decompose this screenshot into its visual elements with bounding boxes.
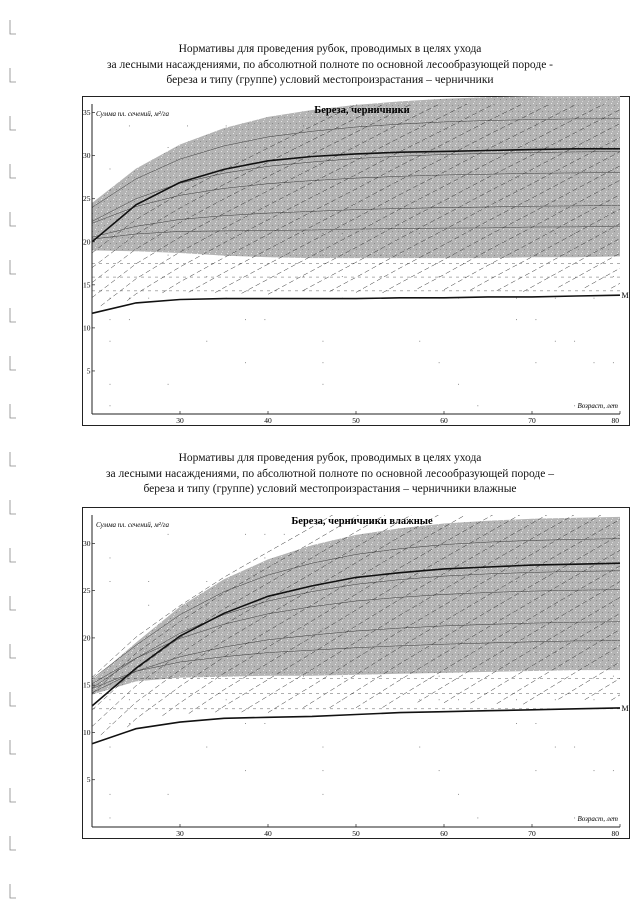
scan-dot xyxy=(381,126,382,127)
scan-dot xyxy=(342,558,343,559)
scan-dot xyxy=(419,233,420,234)
scan-dot xyxy=(594,362,595,363)
scan-dot xyxy=(477,190,478,191)
scan-dot xyxy=(323,233,324,234)
scan-dot xyxy=(574,405,575,406)
scan-dot xyxy=(110,169,111,170)
scan-dot xyxy=(594,298,595,299)
scan-dot xyxy=(477,534,478,535)
scan-dot xyxy=(110,405,111,406)
scan-dot xyxy=(516,190,517,191)
chart-title: Береза, черничники xyxy=(314,105,410,116)
scan-dot xyxy=(226,233,227,234)
scan-dot xyxy=(303,233,304,234)
binding-hole-mark xyxy=(10,164,16,178)
scan-dot xyxy=(245,319,246,320)
scan-dot xyxy=(594,699,595,700)
scan-dot xyxy=(439,605,440,606)
binding-hole-mark xyxy=(10,404,16,418)
scan-dot xyxy=(342,676,343,677)
scan-dot xyxy=(381,276,382,277)
y-tick-label: 5 xyxy=(86,366,91,376)
m-line-label: M xyxy=(621,703,629,713)
y-tick-label: 5 xyxy=(86,775,91,785)
scan-dot xyxy=(439,699,440,700)
scan-dot xyxy=(516,319,517,320)
scan-dot xyxy=(187,233,188,234)
scan-dot xyxy=(129,298,130,299)
binding-hole-mark xyxy=(10,68,16,82)
scan-dot xyxy=(110,341,111,342)
scan-dot xyxy=(439,770,440,771)
scan-dot xyxy=(516,169,517,170)
minimum-line-m xyxy=(92,708,620,744)
scan-dot xyxy=(381,169,382,170)
heading-line: береза и типу (группе) условий местопроизрастания – черничники xyxy=(166,74,494,86)
norm-band xyxy=(92,517,620,695)
scan-dot xyxy=(419,341,420,342)
scan-dot xyxy=(536,126,537,127)
scan-dot xyxy=(342,628,343,629)
scan-dot xyxy=(342,699,343,700)
x-tick-label: 80 xyxy=(611,829,619,838)
scan-dot xyxy=(264,723,265,724)
binding-hole-mark xyxy=(10,260,16,274)
scan-dot xyxy=(439,212,440,213)
scan-dot xyxy=(110,818,111,819)
scan-dot xyxy=(613,276,614,277)
y-tick-label: 20 xyxy=(83,633,91,643)
binding-hole-mark xyxy=(10,548,16,562)
scan-dot xyxy=(477,147,478,148)
binding-marks xyxy=(6,0,20,905)
scan-dot xyxy=(419,699,420,700)
binding-hole-mark xyxy=(10,116,16,130)
binding-hole-mark xyxy=(10,308,16,322)
scan-dot xyxy=(594,147,595,148)
scan-dot xyxy=(110,384,111,385)
scan-dot xyxy=(419,126,420,127)
scan-dot xyxy=(555,747,556,748)
scan-dot xyxy=(245,723,246,724)
y-tick-label: 10 xyxy=(83,323,91,333)
chart-2-heading xyxy=(40,451,620,498)
scan-dot xyxy=(264,319,265,320)
scan-dot xyxy=(129,319,130,320)
scan-dot xyxy=(555,255,556,256)
guide-line xyxy=(611,283,620,288)
guide-line xyxy=(585,268,620,288)
guide-line xyxy=(558,253,620,287)
scan-dot xyxy=(536,319,537,320)
scan-dot xyxy=(613,212,614,213)
y-tick-label: 15 xyxy=(83,280,91,290)
scan-dot xyxy=(536,534,537,535)
scan-dot xyxy=(129,126,130,127)
scan-dot xyxy=(245,534,246,535)
x-tick-label: 50 xyxy=(352,829,360,838)
x-tick-label: 30 xyxy=(176,829,184,838)
scan-dot xyxy=(148,212,149,213)
scan-dot xyxy=(613,169,614,170)
binding-hole-mark xyxy=(10,788,16,802)
x-tick-label: 60 xyxy=(440,829,448,838)
binding-hole-mark xyxy=(10,500,16,514)
scan-dot xyxy=(323,628,324,629)
scan-dot xyxy=(284,147,285,148)
scan-dot xyxy=(129,699,130,700)
scan-dot xyxy=(594,770,595,771)
chart-birch-wet-blueberry xyxy=(82,507,630,839)
scan-dot xyxy=(110,190,111,191)
chart-title: Береза, черничники влажные xyxy=(291,516,433,527)
chart-svg xyxy=(82,507,630,839)
scan-dot xyxy=(323,255,324,256)
norm-band xyxy=(92,96,620,258)
heading-line: за лесными насаждениями, по абсолютной полноте по основной лесообразующей породе – xyxy=(106,467,554,480)
x-tick-label: 30 xyxy=(176,416,184,425)
binding-hole-mark xyxy=(10,692,16,706)
scan-dot xyxy=(206,747,207,748)
scan-dot xyxy=(206,212,207,213)
heading-line: Нормативы для проведения рубок, проводимых в целях ухода xyxy=(178,43,482,55)
scan-dot xyxy=(110,319,111,320)
scan-dot xyxy=(381,255,382,256)
y-tick-label: 35 xyxy=(83,108,91,118)
scan-dot xyxy=(168,255,169,256)
x-tick-label: 60 xyxy=(440,416,448,425)
scan-dot xyxy=(323,341,324,342)
scan-dot xyxy=(303,676,304,677)
scan-dot xyxy=(110,747,111,748)
scan-dot xyxy=(226,628,227,629)
scan-dot xyxy=(148,298,149,299)
scan-dot xyxy=(555,298,556,299)
scan-dot xyxy=(187,628,188,629)
scan-dot xyxy=(536,362,537,363)
x-tick-label: 50 xyxy=(352,416,360,425)
chart-1-heading xyxy=(40,42,620,89)
y-tick-label: 30 xyxy=(83,151,91,161)
scan-dot xyxy=(245,147,246,148)
chart-svg xyxy=(82,96,630,426)
binding-hole-mark xyxy=(10,740,16,754)
scan-dot xyxy=(497,126,498,127)
y-tick-label: 25 xyxy=(83,586,91,596)
scan-dot xyxy=(245,770,246,771)
scan-dot xyxy=(516,558,517,559)
scan-dot xyxy=(516,723,517,724)
scan-dot xyxy=(516,699,517,700)
scan-dot xyxy=(458,699,459,700)
scan-dot xyxy=(148,605,149,606)
scan-dot xyxy=(168,384,169,385)
scan-dot xyxy=(323,362,324,363)
scan-dot xyxy=(613,558,614,559)
scan-dot xyxy=(284,534,285,535)
scan-dot xyxy=(458,794,459,795)
scan-dot xyxy=(574,341,575,342)
y-axis-label: Сумма пл. сечений, м²/га xyxy=(96,521,170,529)
scan-dot xyxy=(477,581,478,582)
scan-dot xyxy=(419,581,420,582)
scan-dot xyxy=(206,676,207,677)
heading-line: береза и типу (группе) условий местопроизрастания – черничники влажные xyxy=(143,483,517,495)
scan-dot xyxy=(439,534,440,535)
minimum-line-m xyxy=(92,295,620,313)
scan-dot xyxy=(419,190,420,191)
binding-hole-mark xyxy=(10,596,16,610)
scan-dot xyxy=(439,676,440,677)
m-line-label: M xyxy=(621,291,629,301)
scan-dot xyxy=(264,605,265,606)
y-tick-label: 15 xyxy=(83,680,91,690)
x-tick-label: 80 xyxy=(611,416,619,425)
scan-dot xyxy=(148,699,149,700)
scan-dot xyxy=(536,652,537,653)
scan-dot xyxy=(536,147,537,148)
scan-dot xyxy=(342,169,343,170)
scan-dot xyxy=(303,126,304,127)
scan-dot xyxy=(206,276,207,277)
scan-dot xyxy=(303,276,304,277)
scan-dot xyxy=(419,747,420,748)
scan-dot xyxy=(323,384,324,385)
scan-dot xyxy=(439,276,440,277)
scan-dot xyxy=(148,190,149,191)
binding-hole-mark xyxy=(10,884,16,898)
x-tick-label: 70 xyxy=(528,416,536,425)
y-tick-label: 10 xyxy=(83,727,91,737)
scan-dot xyxy=(323,770,324,771)
scan-dot xyxy=(477,818,478,819)
chart-birch-blueberry xyxy=(82,96,630,426)
scan-dot xyxy=(555,628,556,629)
scan-dot xyxy=(226,126,227,127)
guide-line xyxy=(585,678,620,699)
scan-dot xyxy=(613,676,614,677)
scan-dot xyxy=(439,362,440,363)
scan-dot xyxy=(342,233,343,234)
scan-dot xyxy=(419,212,420,213)
scan-dot xyxy=(264,212,265,213)
binding-hole-mark xyxy=(10,20,16,34)
scan-dot xyxy=(187,212,188,213)
scan-dot xyxy=(323,652,324,653)
scan-dot xyxy=(187,126,188,127)
scan-dot xyxy=(555,605,556,606)
scan-dot xyxy=(264,534,265,535)
scan-dot xyxy=(574,233,575,234)
scan-dot xyxy=(516,298,517,299)
scan-dot xyxy=(381,558,382,559)
scan-dot xyxy=(110,699,111,700)
scan-dot xyxy=(226,699,227,700)
scan-dot xyxy=(419,605,420,606)
scan-dot xyxy=(594,534,595,535)
scan-dot xyxy=(264,169,265,170)
scan-dot xyxy=(323,794,324,795)
scan-dot xyxy=(555,233,556,234)
scan-dot xyxy=(148,581,149,582)
binding-hole-mark xyxy=(10,356,16,370)
scan-dot xyxy=(439,147,440,148)
scan-dot xyxy=(613,605,614,606)
scan-dot xyxy=(206,190,207,191)
scan-dot xyxy=(497,212,498,213)
scan-dot xyxy=(555,652,556,653)
scan-dot xyxy=(381,652,382,653)
scan-dot xyxy=(206,581,207,582)
scan-dot xyxy=(555,341,556,342)
scan-dot xyxy=(458,384,459,385)
y-axis-label: Сумма пл. сечений, м²/га xyxy=(96,110,170,118)
scan-dot xyxy=(303,628,304,629)
scan-dot xyxy=(168,794,169,795)
scan-dot xyxy=(419,628,420,629)
scan-dot xyxy=(361,126,362,127)
y-tick-label: 20 xyxy=(83,237,91,247)
scan-dot xyxy=(613,362,614,363)
scan-dot xyxy=(187,605,188,606)
scan-dot xyxy=(110,558,111,559)
binding-hole-mark xyxy=(10,836,16,850)
scan-dot xyxy=(613,770,614,771)
heading-line: за лесными насаждениями, по абсолютной полноте по основной лесообразующей породе - xyxy=(106,58,554,71)
scan-dot xyxy=(110,794,111,795)
binding-hole-mark xyxy=(10,644,16,658)
scan-dot xyxy=(516,581,517,582)
scan-dot xyxy=(497,605,498,606)
binding-hole-mark xyxy=(10,212,16,226)
scan-dot xyxy=(574,818,575,819)
guide-line xyxy=(611,695,620,700)
scan-dot xyxy=(536,255,537,256)
x-tick-label: 70 xyxy=(528,829,536,838)
scan-dot xyxy=(381,190,382,191)
scan-dot xyxy=(168,652,169,653)
scan-dot xyxy=(226,652,227,653)
scan-dot xyxy=(342,276,343,277)
y-tick-label: 30 xyxy=(83,538,91,548)
scan-dot xyxy=(168,147,169,148)
scan-dot xyxy=(381,581,382,582)
scan-dot xyxy=(574,747,575,748)
scan-dot xyxy=(264,558,265,559)
scan-dot xyxy=(129,723,130,724)
scan-dot xyxy=(536,770,537,771)
scan-dot xyxy=(555,212,556,213)
scan-dot xyxy=(574,628,575,629)
x-tick-label: 40 xyxy=(264,416,272,425)
scan-dot xyxy=(323,747,324,748)
scan-dot xyxy=(555,699,556,700)
x-axis-label: Возраст, лет xyxy=(577,815,618,823)
scan-dot xyxy=(477,405,478,406)
scan-dot xyxy=(168,534,169,535)
scan-dot xyxy=(226,255,227,256)
y-tick-label: 25 xyxy=(83,194,91,204)
x-tick-label: 40 xyxy=(264,829,272,838)
scan-dot xyxy=(536,723,537,724)
scan-dot xyxy=(110,581,111,582)
scan-dot xyxy=(206,605,207,606)
scan-dot xyxy=(264,147,265,148)
scan-dot xyxy=(110,723,111,724)
binding-hole-mark xyxy=(10,452,16,466)
scan-dot xyxy=(110,298,111,299)
heading-line: Нормативы для проведения рубок, проводимых в целях ухода xyxy=(178,452,482,464)
scan-dot xyxy=(206,341,207,342)
x-axis-label: Возраст, лет xyxy=(577,402,618,410)
scan-dot xyxy=(381,676,382,677)
scan-dot xyxy=(245,362,246,363)
